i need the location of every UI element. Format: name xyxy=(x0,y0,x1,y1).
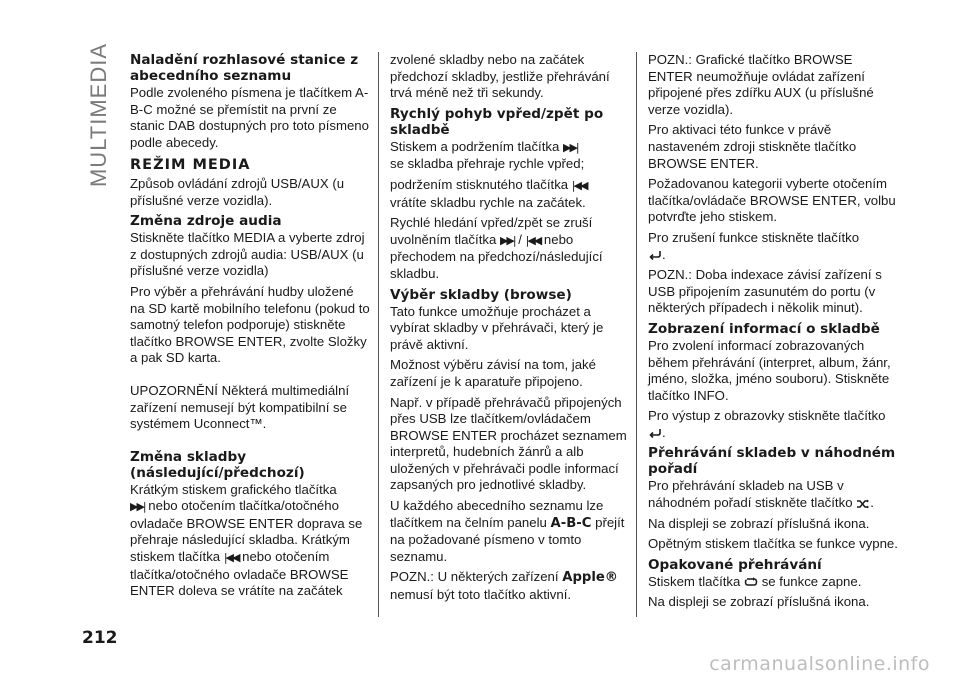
shuffle-icon xyxy=(856,499,870,509)
paragraph-fast-1 xyxy=(390,139,632,173)
column-1 xyxy=(130,52,370,604)
column-2 xyxy=(390,52,632,608)
next-track-icon: ▶▶| xyxy=(130,500,145,514)
paragraph-browse-1: Tato funkce umožňuje procházet a vybírat skladby v přehrávači, který je právě aktivní. xyxy=(390,303,604,352)
paragraph-note-1: POZN.: Grafické tlačítko BROWSE ENTER neumožňuje ovládat zařízení připojené přes zdířku AUX (u příslušné verze vozidla). xyxy=(648,52,874,117)
paragraph-note-3: Požadovanou kategorii vyberte otočením tlačítka/ovládače BROWSE ENTER, volbu potvrďte jeho stiskem. xyxy=(648,176,896,225)
heading-track-change: Změna skladby (následující/předchozí) xyxy=(130,448,305,481)
repeat-icon xyxy=(744,577,758,587)
paragraph-repeat-1 xyxy=(648,574,898,591)
back-arrow-icon xyxy=(648,250,662,260)
heading-shuffle: Přehrávání skladeb v náhodném pořadí xyxy=(648,445,896,478)
heading-track-info: Zobrazení informací o skladbě xyxy=(648,320,880,337)
paragraph-fast-3 xyxy=(390,215,632,282)
heading-browse: Výběr skladby (browse) xyxy=(390,286,572,303)
paragraph-source-1: Stiskněte tlačítko MEDIA a vyberte zdroj z dostupných zdrojů audia: USB/AUX (u příslušné verze vozidla) xyxy=(130,230,365,279)
browse5-text-a: POZN.: U některých zařízení xyxy=(390,569,559,585)
heading-media-mode: REŽIM MEDIA xyxy=(130,157,251,174)
paragraph-warning: UPOZORNĚNÍ Některá multimediální zařízení nemusejí být kompatibilní se systémem Uconnect™. xyxy=(130,382,350,432)
previous-track-icon: |◀◀ xyxy=(571,178,587,192)
browse4-text-a: U každého abecedního seznamu lze tlačítkem na čelním panelu xyxy=(390,498,604,530)
previous-track-icon: |◀◀ xyxy=(525,233,541,247)
paragraph-info-1: Pro zvolení informací zobrazovaných během přehrávání (interpret, album, žánr, jméno, složka, jméno souboru). Stiskněte tlačítko INFO. xyxy=(648,337,891,403)
apple-brand: Apple® xyxy=(562,570,618,586)
paragraph-note-4: Pro zrušení funkce stiskněte tlačítko . xyxy=(648,229,860,262)
note4-text: Pro zrušení funkce stiskněte tlačítko xyxy=(648,229,860,245)
section-tab xyxy=(84,40,114,190)
section-tab-label: MULTIMEDIA xyxy=(86,42,112,188)
fast1-text-b: se skladba přehraje rychle vpřed; xyxy=(390,156,585,172)
abc-key-label: A-B-C xyxy=(550,515,592,531)
paragraph-note-2: Pro aktivaci této funkce v právě nastaveném zdroji stiskněte tlačítko BROWSE ENTER. xyxy=(648,122,857,171)
paragraph-shuffle-1: Pro přehrávání skladeb na USB v náhodném pořadí stiskněte tlačítko . xyxy=(648,478,874,511)
previous-track-icon: |◀◀ xyxy=(223,551,239,565)
paragraph-info-2: Pro výstup z obrazovky stiskněte tlačítko . xyxy=(648,408,886,440)
repeat1-text-b: se funkce zapne. xyxy=(761,573,862,589)
paragraph-repeat-2: Na displeji se zobrazí příslušná ikona. xyxy=(648,594,870,610)
heading-repeat: Opakované přehrávání xyxy=(648,556,822,573)
paragraph-browse-4 xyxy=(390,498,632,565)
paragraph-shuffle-2: Na displeji se zobrazí příslušná ikona. xyxy=(648,515,870,531)
heading-source: Změna zdroje audia xyxy=(130,213,282,230)
watermark: carmanualsonline.info xyxy=(709,653,930,675)
repeat1-text-a: Stiskem tlačítka xyxy=(648,573,741,589)
paragraph-tuning: Podle zvoleného písmena je tlačítkem A-B-C možné se přemístit na první ze stanic DAB dostupných pro toto písmeno podle abecedy. xyxy=(130,85,369,150)
fast1-text-a: Stiskem a podržením tlačítka xyxy=(390,138,560,154)
fast3-separator: / xyxy=(518,231,522,247)
paragraph-browse-5 xyxy=(390,569,632,603)
paragraph-media: Způsob ovládání zdrojů USB/AUX (u příslušné verze vozidla). xyxy=(130,175,345,208)
paragraph-browse-3: Např. v případě přehrávačů připojených přes USB lze tlačítkem/ovládačem BROWSE ENTER procházet seznamem interpretů, hudebních žánrů a alb uložených v přehrávači podle informací zapsaných pro jednotlivé skladby. xyxy=(390,394,627,493)
heading-tuning: Naladění rozhlasové stanice z abecedního seznamu xyxy=(130,52,359,84)
heading-fast-seek: Rychlý pohyb vpřed/zpět po skladbě xyxy=(390,105,604,138)
browse4-text-b: přejít na požadované písmeno v tomto seznamu. xyxy=(390,514,625,564)
fast2-text-b: vrátíte skladbu rychle na začátek. xyxy=(390,194,586,210)
info2-text: Pro výstup z obrazovky stiskněte tlačítko xyxy=(648,408,886,424)
paragraph-track xyxy=(130,482,370,600)
track-text-b: nebo otočením tlačítka/otočného ovladače BROWSE ENTER doprava se přehraje následující skladba. Krátkým stiskem tlačítka xyxy=(130,498,363,565)
paragraph-browse-2: Možnost výběru závisí na tom, jaké zařízení je k aparatuře připojeno. xyxy=(390,357,596,389)
paragraph-source-2: Pro výběr a přehrávání hudby uložené na SD kartě mobilního telefonu (pokud to samotný telefon podporuje) stiskněte tlačítko BROWSE ENTER, zvolte Složky a pak SD karta. xyxy=(130,283,370,366)
paragraph-shuffle-3: Opětným stiskem tlačítka se funkce vypne. xyxy=(648,536,898,552)
track-text-a: Krátkým stiskem grafického tlačítka xyxy=(130,481,337,497)
column-divider-2 xyxy=(636,52,637,617)
page-number: 212 xyxy=(82,628,118,648)
paragraph-continued: zvolené skladby nebo na začátek předchozí skladby, jestliže přehrávání trvá méně než tři sekundy. xyxy=(390,52,610,101)
column-3 xyxy=(648,52,898,615)
fast3-text-b: nebo přechodem na předchozí/následující skladbu. xyxy=(390,231,603,281)
back-arrow-icon xyxy=(648,428,662,438)
browse5-text-b: nemusí být toto tlačítko aktivní. xyxy=(390,587,572,603)
paragraph-note-5: POZN.: Doba indexace závisí zařízení s USB připojením zasunutém do portu (v některých případech i několik minut). xyxy=(648,267,882,316)
paragraph-fast-2 xyxy=(390,177,632,211)
shuffle1-text: Pro přehrávání skladeb na USB v náhodném pořadí stiskněte tlačítko xyxy=(648,478,853,511)
track-text-c: nebo otočením tlačítka/otočného ovladače BROWSE ENTER doleva se vrátíte na začátek xyxy=(130,549,349,599)
next-track-icon: ▶▶| xyxy=(562,140,578,154)
next-track-icon: ▶▶| xyxy=(499,233,515,247)
fast3-text-a: Rychlé hledání vpřed/zpět se zruší uvolněním tlačítka xyxy=(390,215,593,247)
fast2-text-a: podržením stisknutého tlačítka xyxy=(390,176,569,192)
column-divider-1 xyxy=(378,52,379,617)
